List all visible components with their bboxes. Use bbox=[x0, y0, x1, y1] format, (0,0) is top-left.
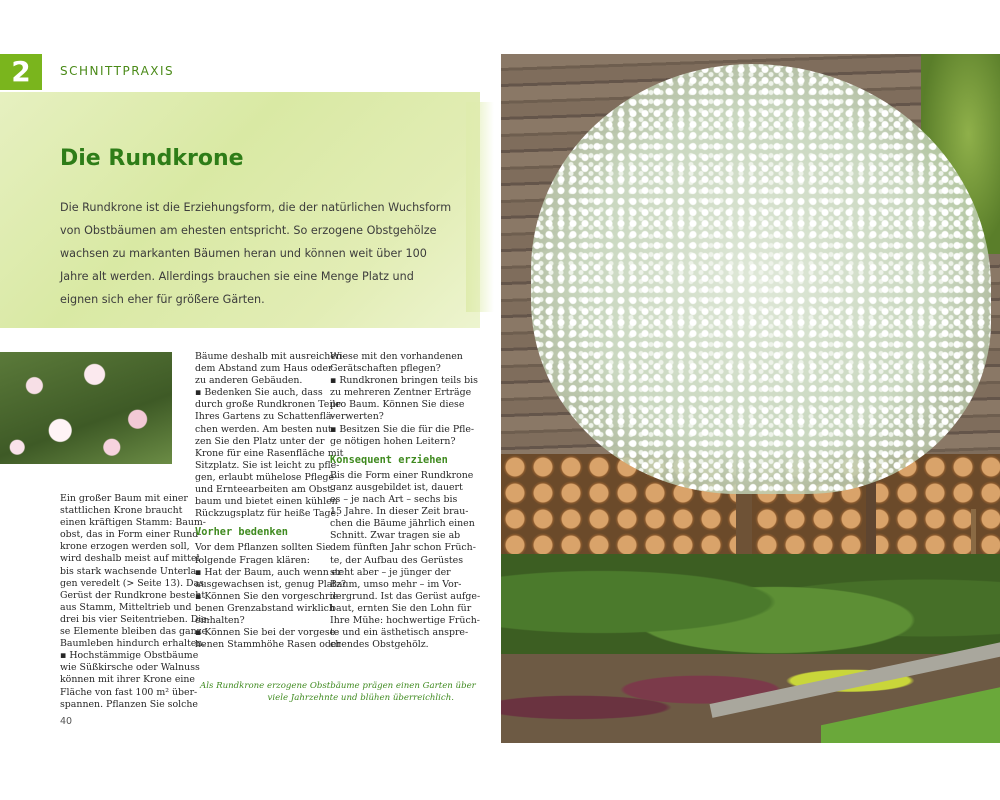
page-title: Die Rundkrone bbox=[60, 146, 244, 171]
text-line: drei bis vier Seitentrieben. Die- bbox=[60, 613, 210, 625]
text-line: einhalten? bbox=[195, 614, 245, 626]
text-line: durch große Rundkronen Teile bbox=[195, 399, 341, 411]
text-line: ge nötigen hohen Leitern? bbox=[330, 435, 456, 447]
text-line: zu mehreren Zentner Erträge bbox=[330, 387, 472, 399]
chapter-number-badge: 2 bbox=[0, 54, 42, 90]
text-line: Sitzplatz. Sie ist leicht zu pfle- bbox=[195, 459, 340, 471]
text-line: 15 Jahre. In dieser Zeit brau- bbox=[330, 506, 469, 518]
text-line: chen werden. Am besten nut- bbox=[195, 423, 335, 435]
text-line: gen, erlaubt mühelose Pflege- bbox=[195, 471, 338, 483]
photo-caption bbox=[200, 680, 476, 704]
text-line: henen Stammhöhe Rasen oder bbox=[195, 639, 341, 651]
text-line: obst, das in Form einer Rund- bbox=[60, 529, 202, 541]
text-line: können mit ihrer Krone eine bbox=[60, 674, 195, 686]
text-line: aus Stamm, Mitteltrieb und bbox=[60, 601, 192, 613]
text-line: stattlichen Krone braucht bbox=[60, 505, 183, 517]
text-line: wie Süßkirsche oder Walnuss bbox=[60, 662, 200, 674]
text-line: bis stark wachsende Unterla- bbox=[60, 565, 200, 577]
text-line: Ihres Gartens zu Schattenflä- bbox=[195, 411, 335, 423]
text-line: Krone für eine Rasenfläche mit bbox=[195, 447, 344, 459]
subheading-konsequent-erziehen: Konsequent erziehen bbox=[330, 453, 448, 466]
text-line: ▪ Bedenken Sie auch, dass bbox=[195, 387, 323, 399]
text-line: Vor dem Pflanzen sollten Sie bbox=[195, 542, 331, 554]
text-line: pro Baum. Können Sie diese bbox=[330, 399, 465, 411]
text-line: chendes Obstgehölz. bbox=[330, 639, 429, 651]
blooming-tree-photo bbox=[501, 54, 1000, 743]
text-column-3 bbox=[330, 351, 481, 651]
text-line: Schnitt. Zwar tragen sie ab bbox=[330, 530, 461, 542]
text-line: Ihre Mühe: hochwertige Früch- bbox=[330, 614, 480, 626]
text-line: chen die Bäume jährlich einen bbox=[330, 518, 475, 530]
text-line: ▪ Hat der Baum, auch wenn er bbox=[195, 566, 342, 578]
text-line: baum und bietet einen kühlen bbox=[195, 496, 338, 508]
text-line: Bäume deshalb mit ausreichen- bbox=[195, 351, 346, 362]
text-line: ▪ Rundkronen bringen teils bis bbox=[330, 375, 478, 387]
text-line: te, der Aufbau des Gerüstes bbox=[330, 554, 464, 566]
column-2-text bbox=[195, 351, 346, 520]
text-line: verwerten? bbox=[330, 411, 384, 423]
text-line: ▪ Besitzen Sie die für die Pfle- bbox=[330, 423, 475, 435]
section-label: SCHNITTPRAXIS bbox=[60, 64, 175, 78]
text-column-1 bbox=[60, 493, 210, 711]
text-line: einen kräftigen Stamm: Baum- bbox=[60, 517, 206, 529]
text-line: Bis die Form einer Rundkrone bbox=[330, 469, 474, 481]
text-line: gen veredelt (> Seite 13). Das bbox=[60, 577, 204, 589]
text-line: steht aber – je jünger der bbox=[330, 566, 451, 578]
text-line: ganz ausgebildet ist, dauert bbox=[330, 481, 463, 493]
text-line: Gerätschaften pflegen? bbox=[330, 363, 441, 375]
intro-text: Die Rundkrone ist die Erziehungsform, die der natürlichen Wuchsform von Obstbäumen am ehesten entspricht. So erzogene Obstgehölze wachsen zu markanten Bäumen heran und können weit über 100 Jahre alt werden. Allerdings brauchen sie eine Menge Platz und eignen sich eher für größere Gärten. bbox=[60, 201, 452, 306]
subheading-vorher-bedenken: Vorher bedenken bbox=[195, 526, 288, 539]
caption-line: Als Rundkrone erzogene Obstbäume prägen einen Garten über bbox=[200, 681, 476, 691]
text-line: folgende Fragen klären: bbox=[195, 554, 310, 566]
caption-line: viele Jahrzehnte und blühen überreichlich. bbox=[267, 693, 454, 703]
text-column-2 bbox=[195, 351, 347, 651]
text-line: ▪ Können Sie den vorgeschrie- bbox=[195, 590, 342, 602]
text-line: ▪ Hochstämmige Obstbäume bbox=[60, 650, 199, 662]
page-number: 40 bbox=[60, 716, 73, 727]
text-line: dem Abstand zum Haus oder bbox=[195, 363, 333, 375]
text-line: Ein großer Baum mit einer bbox=[60, 493, 188, 504]
text-line: ausgewachsen ist, genug Platz? bbox=[195, 578, 347, 590]
text-line: Baum, umso mehr – im Vor- bbox=[330, 578, 462, 590]
text-line: zu anderen Gebäuden. bbox=[195, 375, 303, 387]
text-line: zen Sie den Platz unter der bbox=[195, 435, 325, 447]
text-line: und Ernteearbeiten am Obst- bbox=[195, 484, 335, 496]
text-line: Fläche von fast 100 m² über- bbox=[60, 686, 198, 698]
blossom-photo bbox=[0, 352, 172, 464]
column-3-text bbox=[330, 351, 478, 448]
text-line: se Elemente bleiben das ganze bbox=[60, 626, 208, 638]
text-line: benen Grenzabstand wirklich bbox=[195, 602, 335, 614]
column-3-erziehen-text bbox=[330, 469, 481, 651]
brush-edge bbox=[466, 102, 494, 312]
text-line: Baumleben hindurch erhalten. bbox=[60, 638, 206, 650]
text-line: Gerüst der Rundkrone besteht bbox=[60, 589, 206, 601]
text-line: wird deshalb meist auf mittel bbox=[60, 553, 200, 565]
text-line: Rückzugsplatz für heiße Tage. bbox=[195, 508, 340, 520]
text-line: baut, ernten Sie den Lohn für bbox=[330, 602, 472, 614]
text-line: ▪ Können Sie bei der vorgese- bbox=[195, 627, 339, 639]
text-line: Wiese mit den vorhandenen bbox=[330, 351, 463, 362]
text-line: krone erzogen werden soll, bbox=[60, 541, 190, 553]
text-line: dergrund. Ist das Gerüst aufge- bbox=[330, 590, 481, 602]
column-2-questions bbox=[195, 542, 347, 651]
text-line: es – je nach Art – sechs bis bbox=[330, 494, 458, 506]
text-line: dem fünften Jahr schon Früch- bbox=[330, 542, 476, 554]
text-line: te und ein ästhetisch anspre- bbox=[330, 627, 469, 639]
text-line: spannen. Pflanzen Sie solche bbox=[60, 698, 198, 710]
